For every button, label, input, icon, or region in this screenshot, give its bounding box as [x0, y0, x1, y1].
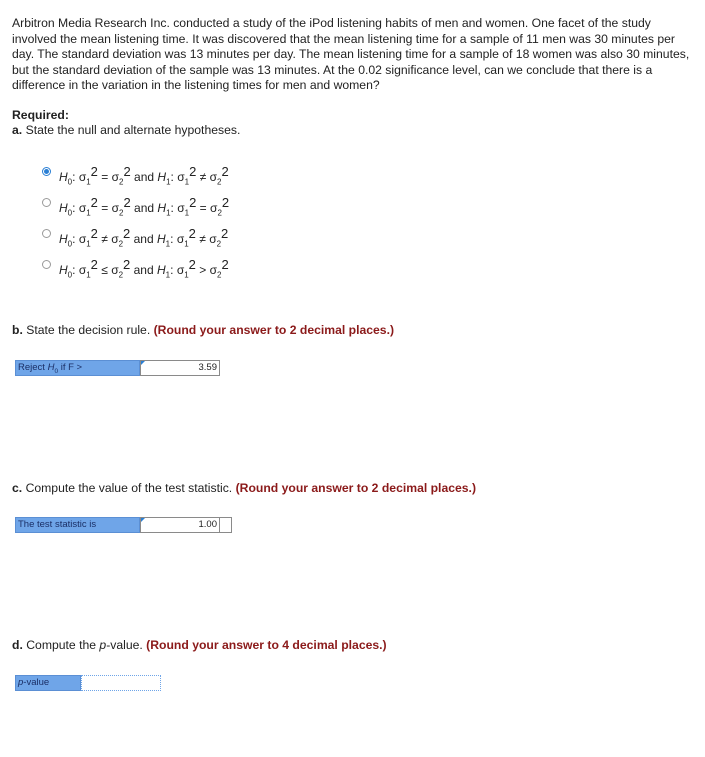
- part-a-letter: a.: [12, 123, 23, 137]
- decision-rule-row: [15, 360, 220, 376]
- test-statistic-row: [15, 517, 232, 533]
- part-b-letter: b.: [12, 323, 23, 337]
- hypothesis-options: [42, 164, 229, 288]
- test-statistic-input[interactable]: 1.00: [140, 517, 220, 533]
- p-value-input[interactable]: [81, 675, 161, 691]
- part-b-prompt: [12, 323, 394, 337]
- part-d-letter: d.: [12, 638, 23, 652]
- part-a-prompt: [12, 123, 240, 137]
- decision-rule-input[interactable]: 3.59: [140, 360, 220, 376]
- radio-button[interactable]: [42, 198, 51, 207]
- part-c-hint: (Round your answer to 2 decimal places.): [235, 481, 477, 495]
- part-b-text: State the decision rule.: [26, 323, 151, 337]
- part-b-hint: (Round your answer to 2 decimal places.): [153, 323, 395, 337]
- hypothesis-text: $H_0$: $\sigma_1^2 = \sigma_2^2$ and $H_1$: $\sigma_1^2 \ne \sigma_2^2$: [59, 164, 229, 187]
- part-c-prompt: [12, 481, 476, 495]
- test-statistic-trailing-box: [220, 517, 232, 533]
- part-d-hint: (Round your answer to 4 decimal places.): [146, 638, 387, 652]
- hypothesis-option-4[interactable]: [42, 257, 229, 288]
- problem-statement: Arbitron Media Research Inc. conducted a study of the iPod listening habits of men and women. One facet of the study involved the mean listening time. It was discovered that the mean listening time for a sample of 11 men was 30 minutes per day. The standard deviation was 13 minutes per day. The mean listening time for a sample of 18 women was also 30 minutes, but the standard deviation of the sample was 13 minutes. At the 0.02 significance level, can we conclude that there is a difference in the variation in the listening times for men and women?: [12, 16, 690, 92]
- hypothesis-text: $H_0$: $\sigma_1^2 = \sigma_2^2$ and $H_1$: $\sigma_1^2 = \sigma_2^2$: [59, 195, 230, 218]
- part-d-text-after: -value.: [106, 638, 143, 652]
- test-statistic-label: The test statistic is: [15, 517, 140, 533]
- part-c-letter: c.: [12, 481, 23, 495]
- part-a-text: State the null and alternate hypotheses.: [25, 123, 241, 137]
- hypothesis-option-1[interactable]: [42, 164, 229, 195]
- part-d-text-italic: p: [99, 638, 107, 652]
- decision-rule-label: Reject $H_0$ if F >: [15, 360, 140, 376]
- required-heading: Required:: [12, 108, 69, 122]
- p-value-row: [15, 675, 161, 691]
- radio-button[interactable]: [42, 260, 51, 269]
- hypothesis-option-2[interactable]: [42, 195, 229, 226]
- part-d-text-before: Compute the: [26, 638, 100, 652]
- part-c-text: Compute the value of the test statistic.: [25, 481, 233, 495]
- hypothesis-text: $H_0$: $\sigma_1^2 \le \sigma_2^2$ and $H_1$: $\sigma_1^2 > \sigma_2^2$: [59, 257, 229, 280]
- part-d-prompt: [12, 638, 387, 652]
- radio-button[interactable]: [42, 167, 51, 176]
- hypothesis-option-3[interactable]: [42, 226, 229, 257]
- p-value-label: p-value: [15, 675, 81, 691]
- hypothesis-text: $H_0$: $\sigma_1^2 \ne \sigma_2^2$ and $H_1$: $\sigma_1^2 \ne \sigma_2^2$: [59, 226, 229, 249]
- radio-button[interactable]: [42, 229, 51, 238]
